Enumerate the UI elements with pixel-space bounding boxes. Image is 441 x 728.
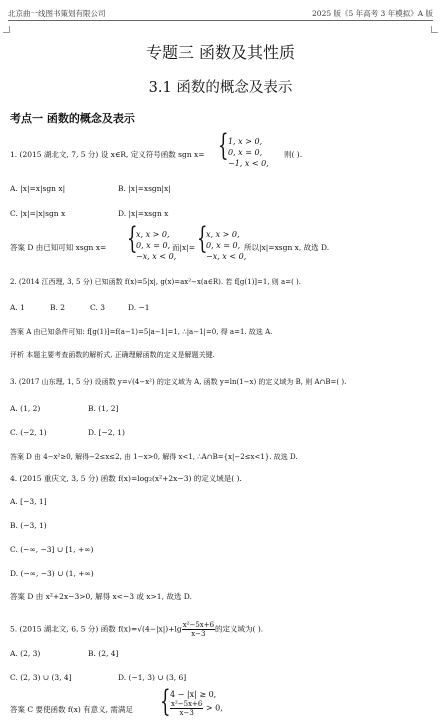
q1-answer-case-2b: 0, x = 0,	[206, 241, 241, 250]
q1-case-3: −1, x < 0,	[228, 159, 269, 168]
q1-answer-case-2c: −x, x < 0,	[206, 252, 247, 261]
q5-option-b: B. (2, 4]	[88, 649, 119, 658]
q5-answer-fraction	[170, 700, 203, 717]
q1-answer-brace-1: {	[127, 221, 138, 256]
q5-stem	[10, 621, 263, 638]
q5-answer-cases	[170, 689, 223, 717]
q1-case-2: 0, x = 0,	[228, 148, 263, 157]
q2-comment: 评析 本题主要考查函数的解析式, 正确理解函数的定义是解题关键.	[10, 351, 215, 359]
q5-stem-a: 5. (2015 湖北文, 6, 5 分) 函数 f(x)=√(4−|x|)+lg	[10, 624, 182, 634]
q1-answer-case-1c: −x, x < 0,	[136, 252, 177, 261]
q4-option-c: C. (−∞, −3] ∪ [1, +∞)	[10, 545, 94, 554]
q5-option-d: D. (−1, 3) ∪ (3, 6]	[118, 673, 187, 682]
q5-answer-tail: > 0,	[205, 703, 223, 713]
q5-fraction-denominator: x−3	[191, 630, 206, 638]
q4-stem: 4. (2015 重庆文, 3, 5 分) 函数 f(x)=log₂(x²+2x−3) 的定义域是( ).	[10, 474, 242, 483]
q3-option-d: D. [−2, 1)	[88, 428, 125, 437]
q4-answer: 答案 D 由 x²+2x−3>0, 解得 x<−3 或 x>1, 故选 D.	[10, 592, 192, 601]
q1-answer-cases-2	[206, 229, 246, 262]
q4-option-a: A. [−3, 1]	[10, 497, 47, 506]
q1-answer-case-2a: x, x > 0,	[206, 230, 240, 239]
q2-option-b: B. 2	[50, 303, 66, 312]
q1-option-b: B. |x|=xsgn|x|	[118, 184, 171, 193]
q1-brace: {	[218, 128, 229, 163]
page-header	[8, 8, 433, 21]
subsection-title: 考点一 函数的概念及表示	[10, 112, 135, 125]
q3-option-c: C. (−2, 1)	[10, 428, 47, 437]
header-book-title: 2025 版《5 年高考 3 年模拟》A 版	[312, 9, 433, 18]
q5-answer-case-2	[170, 700, 223, 717]
q2-option-d: D. −1	[128, 303, 150, 312]
crop-mark-left	[3, 26, 10, 33]
q1-option-c: C. |x|=|x|sgn x	[10, 209, 66, 218]
q5-answer-fraction-denominator: x−3	[179, 709, 194, 717]
q1-option-a: A. |x|=x|sgn x|	[10, 184, 66, 193]
q1-stem-a: 1. (2015 湖北文, 7, 5 分) 设 x∈R, 定义符号函数 sgn x=	[10, 150, 205, 159]
q2-option-a: A. 1	[10, 303, 25, 312]
q5-answer-a: 答案 C 要使函数 f(x) 有意义, 需满足	[10, 705, 133, 714]
q4-option-d: D. (−∞, −3) ∪ (1, +∞)	[10, 569, 94, 578]
q2-option-c: C. 3	[90, 303, 106, 312]
q1-case-1: 1, x > 0,	[228, 137, 263, 146]
header-publisher: 北京曲一线图书策划有限公司	[8, 9, 106, 18]
q1-answer-b: 而|x|=	[172, 243, 196, 252]
q5-answer-case-1: 4 − |x| ≥ 0,	[170, 690, 217, 699]
q1-option-d: D. |x|=xsgn x	[118, 209, 169, 218]
q1-answer-brace-2: {	[197, 221, 208, 256]
q5-stem-b: 的定义域为( ).	[215, 624, 264, 634]
q1-answer-c: 所以|x|=xsgn x, 故选 D.	[244, 243, 330, 252]
q1-stem-b: 则( ).	[284, 150, 303, 159]
q5-option-c: C. (2, 3) ∪ (3, 4]	[10, 673, 72, 682]
q1-cases	[228, 136, 269, 169]
q3-stem: 3. (2017 山东理, 1, 5 分) 设函数 y=√(4−x²) 的定义域为 A, 函数 y=ln(1−x) 的定义域为 B, 则 A∩B=( ).	[10, 378, 347, 386]
crop-mark-right	[431, 26, 438, 33]
q5-fraction	[182, 621, 215, 638]
q2-answer: 答案 A 由已知条件可知: f[g(1)]=f(a−1)=5|a−1|=1, ∴|a−1|=0, 得 a=1. 故选 A.	[10, 328, 273, 336]
q5-answer-brace: {	[160, 684, 171, 719]
q5-fraction-numerator: x²−5x+6	[182, 621, 215, 629]
q4-option-b: B. (−3, 1)	[10, 521, 47, 530]
q5-answer-fraction-numerator: x²−5x+6	[171, 700, 203, 708]
q2-stem: 2. (2014 江西理, 3, 5 分) 已知函数 f(x)=5|x|, g(x)=ax²−x(a∈R). 若 f[g(1)]=1, 则 a=( ).	[10, 278, 301, 286]
q1-answer-case-1a: x, x > 0,	[136, 230, 170, 239]
q1-answer-case-1b: 0, x = 0,	[136, 241, 171, 250]
q3-option-a: A. (1, 2)	[10, 404, 41, 413]
q1-answer-cases-1	[136, 229, 176, 262]
q5-option-a: A. (2, 3)	[10, 649, 41, 658]
q3-option-b: B. (1, 2]	[88, 404, 119, 413]
chapter-title: 专题三 函数及其性质	[145, 43, 296, 62]
q1-answer-a: 答案 D 由已知可知 xsgn x=	[10, 243, 107, 252]
section-title: 3.1 函数的概念及表示	[148, 80, 293, 96]
q3-answer: 答案 D 由 4−x²≥0, 解得−2≤x≤2, 由 1−x>0, 解得 x<1, ∴A∩B={x|−2≤x<1}. 故选 D.	[10, 453, 298, 461]
